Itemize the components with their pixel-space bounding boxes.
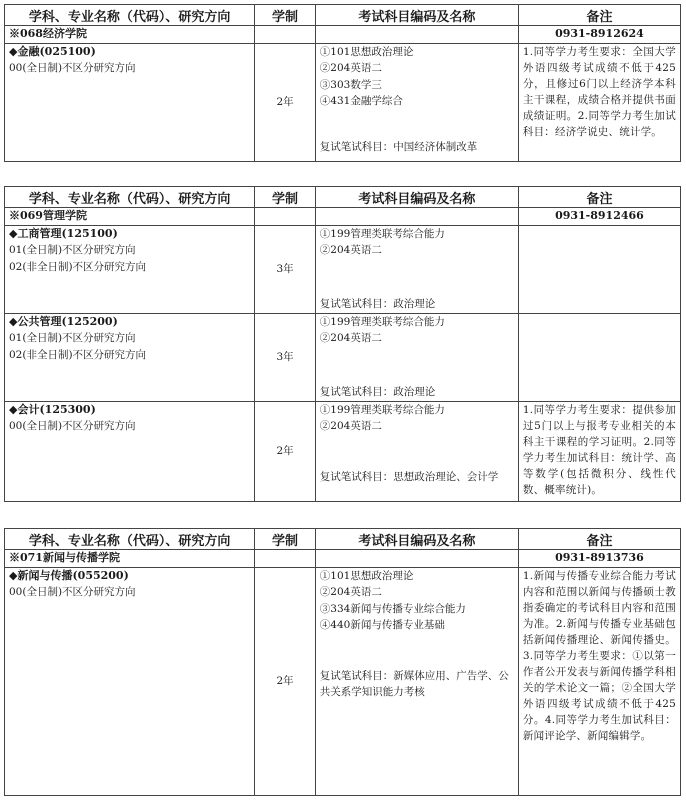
major-name: ◆金融(025100) xyxy=(9,44,96,58)
major-row xyxy=(5,225,681,313)
college-name: ※071新闻与传播学院 xyxy=(5,550,255,568)
research-direction: 00(全日制)不区分研究方向 xyxy=(9,62,136,74)
subjects-cell xyxy=(315,567,518,795)
subjects-cell xyxy=(315,313,518,401)
college-phone: 0931-8913736 xyxy=(518,550,680,568)
remarks-cell xyxy=(518,313,680,401)
major-cell xyxy=(5,567,255,795)
college-row xyxy=(5,26,681,44)
table-header-row xyxy=(5,187,681,208)
empty-cell xyxy=(315,26,518,44)
exam-subject: ②204英语二 xyxy=(319,62,382,74)
remarks-cell: 1.同等学力考生要求：提供参加过5门以上与报考专业相关的本科主干课程的学习证明。2.同等学力考生加试科目：统计学、高等数学(包括微积分、线性代数、概率统计)。 xyxy=(518,401,680,501)
college-name: ※069管理学院 xyxy=(5,208,255,226)
remarks-cell: 1.新闻与传播专业综合能力考试内容和范围以新闻与传播硕士教指委确定的考试科目内容和范围为准。2.新闻与传播专业基础包括新闻传播理论、新闻传播史。3.同等学力考生要求：①以第一作者公开发表与新闻传播学科相关的学术论文一篇；②全国大学外语四级考试成绩不低于425分。4.同等学力考生加试科目：新闻评论学、新闻编辑学。 xyxy=(518,567,680,795)
exam-subject: ③334新闻与传播专业综合能力 xyxy=(319,602,466,615)
exam-subject: ①199管理类联考综合能力 xyxy=(319,403,445,416)
subjects-cell xyxy=(315,43,518,161)
duration-cell: 2年 xyxy=(255,567,316,795)
retest-subject: 复试笔试科目：政治理论 xyxy=(319,385,436,398)
research-direction: 00(全日制)不区分研究方向 xyxy=(9,586,136,598)
college-row xyxy=(5,208,681,226)
empty-cell xyxy=(255,550,316,568)
header-duration: 学制 xyxy=(255,5,316,26)
header-remarks: 备注 xyxy=(518,187,680,208)
duration-cell: 3年 xyxy=(255,313,316,401)
exam-subject: ②204英语二 xyxy=(319,332,382,344)
header-subjects: 考试科目编码及名称 xyxy=(315,5,518,26)
header-major: 学科、专业名称（代码）、研究方向 xyxy=(5,5,255,26)
empty-cell xyxy=(315,208,518,226)
exam-subject: ①101思想政治理论 xyxy=(319,45,414,58)
empty-cell xyxy=(255,26,316,44)
exam-subject: ③303数学三 xyxy=(319,78,382,91)
admissions-table-management xyxy=(4,186,681,502)
header-duration: 学制 xyxy=(255,187,316,208)
major-row xyxy=(5,567,681,795)
major-cell xyxy=(5,401,255,501)
header-major: 学科、专业名称（代码）、研究方向 xyxy=(5,187,255,208)
retest-subject: 复试笔试科目：新媒体应用、广告学、公共关系学知识能力考核 xyxy=(319,669,509,698)
admissions-table-journalism xyxy=(4,528,681,796)
college-row xyxy=(5,550,681,568)
exam-subject: ②204英语二 xyxy=(319,244,382,256)
exam-subject: ①199管理类联考综合能力 xyxy=(319,227,445,240)
header-duration: 学制 xyxy=(255,529,316,550)
duration-cell: 2年 xyxy=(255,43,316,161)
header-subjects: 考试科目编码及名称 xyxy=(315,529,518,550)
table-header-row xyxy=(5,5,681,26)
research-direction: 00(全日制)不区分研究方向 xyxy=(9,420,136,432)
research-direction: 01(全日制)不区分研究方向 xyxy=(9,244,136,256)
header-remarks: 备注 xyxy=(518,5,680,26)
research-direction: 01(全日制)不区分研究方向 xyxy=(9,332,136,344)
retest-subject: 复试笔试科目：政治理论 xyxy=(319,297,436,310)
exam-subject: ①199管理类联考综合能力 xyxy=(319,315,445,328)
retest-subject: 复试笔试科目：中国经济体制改革 xyxy=(319,140,478,153)
exam-subject: ④431金融学综合 xyxy=(319,95,403,107)
remarks-cell: 1.同等学力考生要求：全国大学外语四级考试成绩不低于425分，且修过6门以上经济学本科主干课程，成绩合格并提供书面成绩证明。2.同等学力考生加试科目：经济学说史、统计学。 xyxy=(518,43,680,161)
exam-subject: ①101思想政治理论 xyxy=(319,569,414,582)
exam-subject: ②204英语二 xyxy=(319,420,382,432)
major-row xyxy=(5,43,681,161)
major-name: ◆新闻与传播(055200) xyxy=(9,568,129,582)
exam-subject: ②204英语二 xyxy=(319,586,382,598)
major-cell xyxy=(5,225,255,313)
duration-cell: 3年 xyxy=(255,225,316,313)
remarks-cell xyxy=(518,225,680,313)
header-remarks: 备注 xyxy=(518,529,680,550)
research-direction: 02(非全日制)不区分研究方向 xyxy=(9,260,147,273)
major-cell xyxy=(5,313,255,401)
empty-cell xyxy=(315,550,518,568)
admissions-table-economics xyxy=(4,4,681,162)
table-header-row xyxy=(5,529,681,550)
header-major: 学科、专业名称（代码）、研究方向 xyxy=(5,529,255,550)
college-name: ※068经济学院 xyxy=(5,26,255,44)
duration-cell: 2年 xyxy=(255,401,316,501)
empty-cell xyxy=(255,208,316,226)
major-cell xyxy=(5,43,255,161)
major-row xyxy=(5,313,681,401)
research-direction: 02(非全日制)不区分研究方向 xyxy=(9,348,147,361)
college-phone: 0931-8912466 xyxy=(518,208,680,226)
major-name: ◆会计(125300) xyxy=(9,402,96,416)
college-phone: 0931-8912624 xyxy=(518,26,680,44)
header-subjects: 考试科目编码及名称 xyxy=(315,187,518,208)
major-row xyxy=(5,401,681,501)
subjects-cell xyxy=(315,401,518,501)
major-name: ◆工商管理(125100) xyxy=(9,226,118,240)
retest-subject: 复试笔试科目：思想政治理论、会计学 xyxy=(319,470,499,483)
major-name: ◆公共管理(125200) xyxy=(9,314,118,328)
subjects-cell xyxy=(315,225,518,313)
exam-subject: ④440新闻与传播专业基础 xyxy=(319,619,445,631)
